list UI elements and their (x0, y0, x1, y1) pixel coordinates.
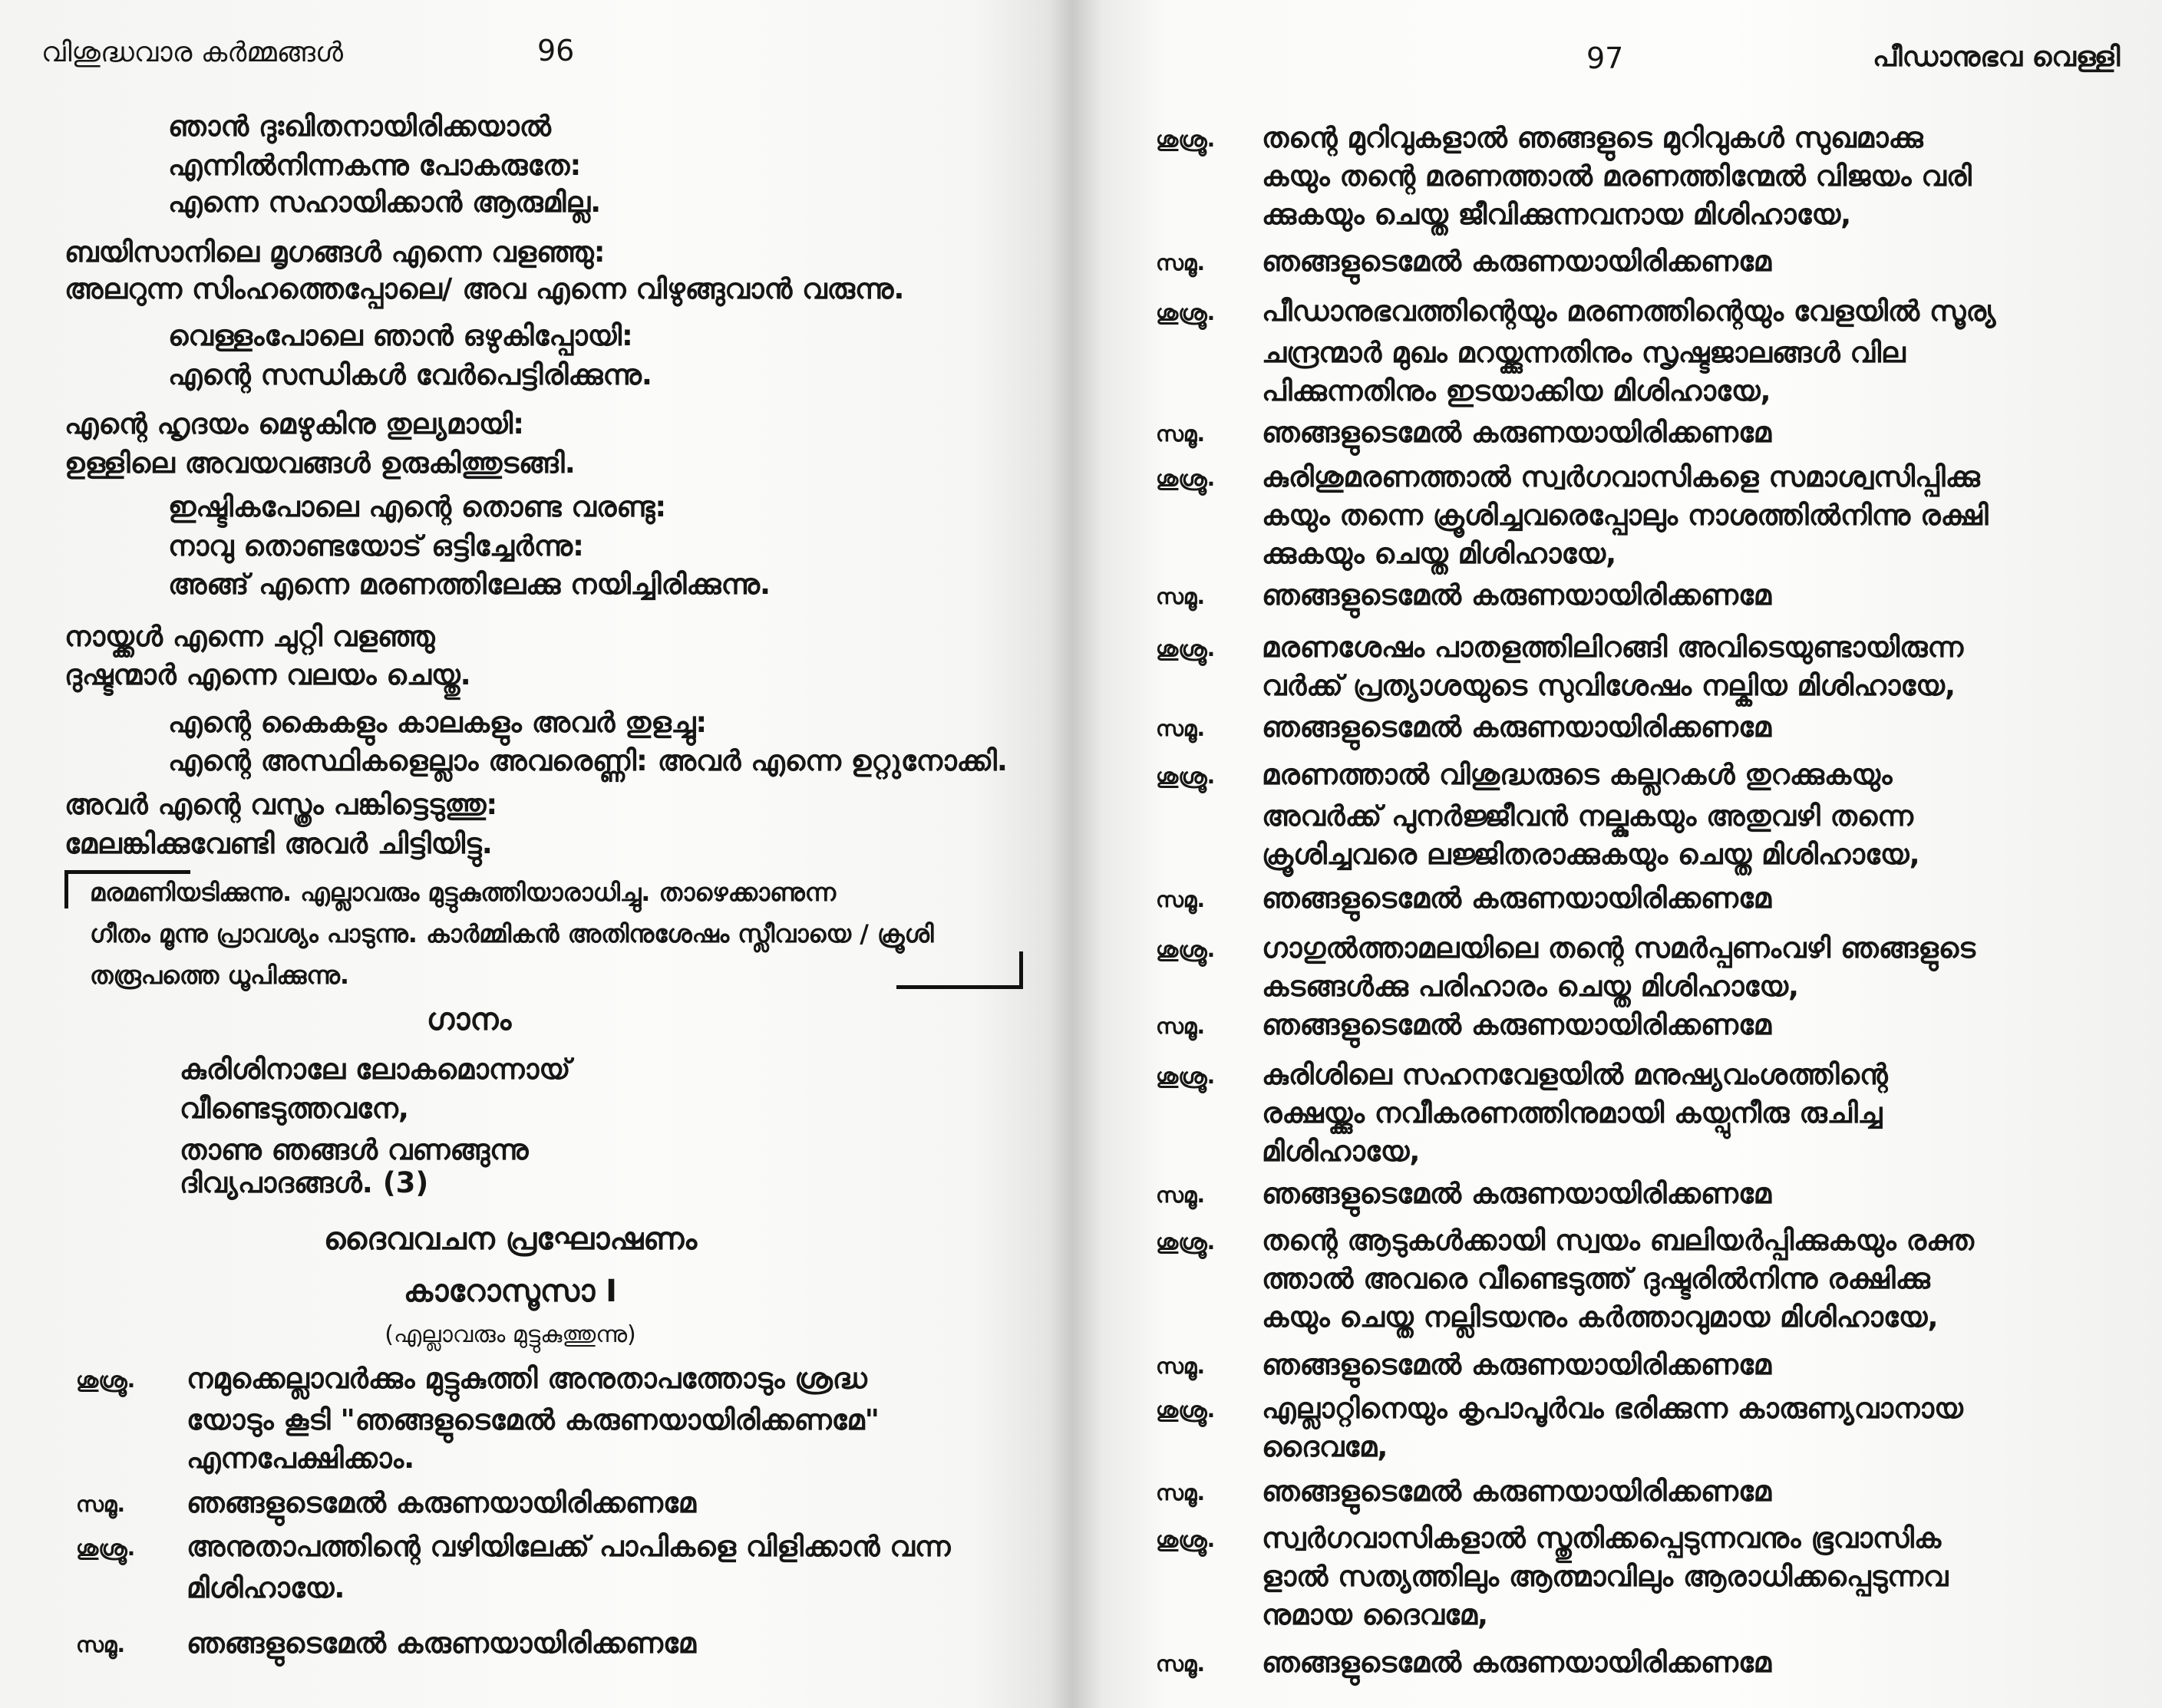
response-line: തന്റെ മുറിവുകളാൽ ഞങ്ങളുടെ മുറിവുകൾ സുഖമാക്കു (1262, 121, 1923, 154)
response-line: സ്വർഗവാസികളാൽ സ്തുതിക്കപ്പെടുന്നവനും ഭൂവാസിക (1262, 1522, 1942, 1555)
speaker-label: സമൂ. (76, 1632, 126, 1657)
response-line: കുരിശിലെ സഹനവേളയിൽ മനുഷ്യവംശത്തിന്റെ (1262, 1058, 1888, 1091)
response-line: ക്കുകയും ചെയ്ത ജീവിക്കുന്നവനായ മിശിഹായേ, (1262, 198, 1852, 231)
response-line: മരണശേഷം പാതളത്തിലിറങ്ങി അവിടെയുണ്ടായിരുന്ന (1262, 631, 1964, 664)
speaker-label: ശുശ്രൂ. (1156, 1063, 1216, 1089)
response-line: ക്കുകയും ചെയ്ത മിശിഹായേ, (1262, 537, 1617, 570)
verse-line: നായ്ക്കൾ എന്നെ ചുറ്റി വളഞ്ഞു (64, 620, 435, 653)
speaker-label: ശുശ്രൂ. (1156, 1527, 1216, 1552)
verse-line: അലറുന്ന സിംഹത്തെപ്പോലെ/ അവ എന്നെ വിഴുങ്ങുവാൻ വരുന്നു. (64, 272, 905, 305)
response-line: ഞങ്ങളുടെമേൽ കരുണയായിരിക്കണമേ (1262, 1475, 1771, 1508)
response-line: ഞങ്ങളുടെമേൽ കരുണയായിരിക്കണമേ (186, 1486, 696, 1519)
verse-line: മേലങ്കിക്കുവേണ്ടി അവർ ചിട്ടിയിട്ടു. (64, 827, 493, 860)
response-line: ഗാഗുൽത്താമലയിലെ തന്റെ സമർപ്പണംവഴി ഞങ്ങളുടെ (1262, 931, 1976, 964)
response-line: ത്താൽ അവരെ വീണ്ടെടുത്ത് ദുഷ്ടരിൽനിന്നു രക്ഷിക്കു (1262, 1262, 1930, 1295)
verse-line: അങ്ങ് എന്നെ മരണത്തിലേക്കു നയിച്ചിരിക്കുന്നു. (168, 568, 771, 601)
verse-line: എന്റെ കൈകളും കാലകളും അവർ തുളച്ചു: (168, 706, 708, 739)
speaker-label: ശുശ്രൂ. (1156, 466, 1216, 491)
speaker-label: സമൂ. (1156, 1182, 1206, 1208)
rubric-line: ഗീതം മൂന്നു പ്രാവശ്യം പാടുന്നു. കാർമ്മികൻ അതിനുശേഷം സ്ലീവായെ / ക്രൂശി (90, 919, 934, 948)
response-line: ഞങ്ങളുടെമേൽ കരുണയായിരിക്കണമേ (1262, 711, 1771, 744)
speaker-label: സമൂ. (1156, 250, 1206, 275)
response-line: കയും ചെയ്ത നല്ലിടയനും കർത്താവുമായ മിശിഹായേ, (1262, 1301, 1939, 1334)
response-line: ക്രൂശിച്ചവരെ ലജ്ജിതരാക്കുകയും ചെയ്ത മിശിഹായേ, (1262, 838, 1920, 871)
response-line: യോടും കൂടി "ഞങ്ങളുടെമേൽ കരുണയായിരിക്കണമേ" (186, 1403, 880, 1436)
response-line: പിക്കുന്നതിനും ഇടയാക്കിയ മിശിഹായേ, (1262, 374, 1771, 407)
speaker-label: ശുശ്രൂ. (1156, 1229, 1216, 1255)
section-heading: ദൈവവചന പ്രഘോഷണം (323, 1222, 698, 1257)
response-line: ഞങ്ങളുടെമേൽ കരുണയായിരിക്കണമേ (1262, 1008, 1771, 1041)
response-line: പീഡാനുഭവത്തിന്റെയും മരണത്തിന്റെയും വേളയിൽ സൂര്യ (1262, 295, 1996, 328)
response-line: ഞങ്ങളുടെമേൽ കരുണയായിരിക്കണമേ (1262, 579, 1771, 612)
response-line: ഞങ്ങളുടെമേൽ കരുണയായിരിക്കണമേ (1262, 882, 1771, 915)
response-line: കയും തന്റെ മരണത്താൽ മരണത്തിന്മേൽ വിജയം വരി (1262, 160, 1972, 193)
response-line: ഞങ്ങളുടെമേൽ കരുണയായിരിക്കണമേ (1262, 1177, 1771, 1210)
verse-line: എന്റെ അസ്ഥികളെല്ലാം അവരെണ്ണി: അവർ എന്നെ ഉറ്റുനോക്കി. (168, 744, 1008, 777)
response-line: കുരിശുമരണത്താൽ സ്വർഗവാസികളെ സമാശ്വസിപ്പിക്കു (1262, 460, 1980, 493)
response-line: മിശിഹായേ. (186, 1571, 345, 1604)
rubric-box-left-bar (64, 870, 68, 908)
song-line: വീണ്ടെടുത്തവനേ, (180, 1092, 409, 1125)
verse-line: ഞാൻ ദുഃഖിതനായിരിക്കയാൽ (168, 110, 551, 143)
speaker-label: ശുശ്രൂ. (76, 1535, 136, 1561)
verse-line: ദുഷ്ടന്മാർ എന്നെ വലയം ചെയ്തു. (64, 658, 471, 691)
verse-line: ഇഷ്ടികപോലെ എന്റെ തൊണ്ട വരണ്ടു: (168, 490, 667, 523)
response-line: അവർക്ക് പുനർജ്ജീവൻ നല്കുകയും അതുവഴി തന്നെ (1262, 800, 1913, 833)
rubric-line: മരമണിയടിക്കുന്നു. എല്ലാവരും മുട്ടുകുത്തിയാരാധിച്ചു. താഴെക്കാണുന്ന (90, 878, 837, 907)
response-line: വർക്ക് പ്രത്യാശയുടെ സുവിശേഷം നല്കിയ മിശിഹായേ, (1262, 669, 1956, 702)
left-running-title: വിശുദ്ധവാര കർമ്മങ്ങൾ (41, 37, 344, 68)
speaker-label: സമൂ. (1156, 421, 1206, 447)
rubric-box-top-bar (64, 870, 190, 874)
response-line: ഞങ്ങളുടെമേൽ കരുണയായിരിക്കണമേ (186, 1627, 696, 1660)
verse-line: വെള്ളംപോലെ ഞാൻ ഒഴുകിപ്പോയി: (168, 319, 633, 352)
karosusa-heading: കാറോസൂസാ I (403, 1274, 618, 1309)
song-line: ദിവ്യപാദങ്ങൾ. (3) (180, 1166, 429, 1199)
right-page-number: 97 (1586, 41, 1624, 75)
response-line: കടങ്ങൾക്കു പരിഹാരം ചെയ്ത മിശിഹായേ, (1262, 970, 1800, 1003)
karosusa-note: (എല്ലാവരും മുട്ടുകുത്തുന്നു) (385, 1321, 636, 1348)
response-line: മിശിഹായേ, (1262, 1135, 1421, 1168)
verse-line: എന്നിൽനിന്നകന്നു പോകരുതേ: (168, 149, 582, 182)
verse-line: അവർ എന്റെ വസ്ത്രം പങ്കിട്ടെടുത്തു: (64, 788, 498, 821)
response-line: മരണത്താൽ വിശുദ്ധരുടെ കല്ലറകൾ തുറക്കുകയും (1262, 758, 1893, 791)
verse-line: എന്റെ ഹൃദയം മെഴുകിനു തുല്യമായി: (64, 407, 525, 440)
response-line: രക്ഷയ്ക്കും നവീകരണത്തിനുമായി കയ്പുനീരു രുചിച്ച (1262, 1096, 1883, 1129)
speaker-label: ശുശ്രൂ. (1156, 937, 1216, 962)
speaker-label: സമൂ. (1156, 716, 1206, 741)
verse-line: എന്നെ സഹായിക്കാൻ ആരുമില്ല. (168, 186, 602, 219)
response-line: തന്റെ ആടുകൾക്കായി സ്വയം ബലിയർപ്പിക്കുകയും രക്ത (1262, 1224, 1975, 1257)
speaker-label: ശുശ്രൂ. (1156, 636, 1216, 661)
speaker-label: സമൂ. (1156, 1014, 1206, 1039)
response-line: എന്നപേക്ഷിക്കാം. (186, 1442, 415, 1475)
verse-line: എന്റെ സന്ധികൾ വേർപെട്ടിരിക്കുന്നു. (168, 358, 652, 391)
speaker-label: ശുശ്രൂ. (76, 1367, 136, 1393)
song-heading: ഗാനം (426, 1002, 512, 1037)
rubric-box-bottom-bar (896, 985, 1022, 989)
verse-line: നാവു തൊണ്ടയോട് ഒട്ടിച്ചേർന്നു: (168, 529, 584, 562)
rubric-line: തരൂപത്തെ ധൂപിക്കുന്നു. (90, 961, 350, 990)
left-page-number: 96 (537, 34, 575, 68)
response-line: നുമായ ദൈവമേ, (1262, 1598, 1489, 1631)
speaker-label: സമൂ. (1156, 584, 1206, 609)
speaker-label: സമൂ. (1156, 1651, 1206, 1677)
speaker-label: ശുശ്രൂ. (1156, 300, 1216, 325)
rubric-box-right-bar (1019, 951, 1023, 989)
right-running-title: പീഡാനുഭവ വെള്ളി (1873, 41, 2121, 73)
speaker-label: ശുശ്രൂ. (1156, 127, 1216, 152)
speaker-label: സമൂ. (1156, 1354, 1206, 1379)
response-line: ദൈവമേ, (1262, 1430, 1388, 1463)
response-line: എല്ലാറ്റിനെയും കൃപാപൂർവം ഭരിക്കുന്ന കാരുണ്യവാനായ (1262, 1392, 1963, 1425)
response-line: ഞങ്ങളുടെമേൽ കരുണയായിരിക്കണമേ (1262, 245, 1771, 278)
response-line: ചന്ദ്രന്മാർ മുഖം മറയ്ക്കുന്നതിനും സൃഷ്ടജാലങ്ങൾ വില (1262, 336, 1906, 369)
speaker-label: ശുശ്രൂ. (1156, 1397, 1216, 1423)
response-line: അനുതാപത്തിന്റെ വഴിയിലേക്ക് പാപികളെ വിളിക്കാൻ വന്ന (186, 1530, 951, 1563)
response-line: കയും തന്നെ ക്രൂശിച്ചവരെപ്പോലും നാശത്തിൽനിന്നു രക്ഷി (1262, 499, 1989, 532)
speaker-label: ശുശ്രൂ. (1156, 763, 1216, 789)
response-line: ഞങ്ങളുടെമേൽ കരുണയായിരിക്കണമേ (1262, 1348, 1771, 1381)
response-line: ളാൽ സത്യത്തിലും ആത്മാവിലും ആരാധിക്കപ്പെടുന്നവ (1262, 1560, 1949, 1593)
song-line: കുരിശിനാലേ ലോകമൊന്നായ് (180, 1053, 571, 1086)
verse-line: ഉള്ളിലെ അവയവങ്ങൾ ഉരുകിത്തുടങ്ങി. (64, 447, 576, 480)
verse-line: ബയിസാനിലെ മൃഗങ്ങൾ എന്നെ വളഞ്ഞു: (64, 236, 606, 269)
speaker-label: സമൂ. (1156, 1480, 1206, 1505)
song-line: താണു ഞങ്ങൾ വണങ്ങുന്നു (180, 1133, 529, 1166)
response-line: ഞങ്ങളുടെമേൽ കരുണയായിരിക്കണമേ (1262, 1646, 1771, 1679)
speaker-label: സമൂ. (1156, 887, 1206, 912)
response-line: ഞങ്ങളുടെമേൽ കരുണയായിരിക്കണമേ (1262, 416, 1771, 449)
speaker-label: സമൂ. (76, 1492, 126, 1517)
response-line: നമുക്കെല്ലാവർക്കും മുട്ടുകുത്തി അനുതാപത്തോടും ശ്രദ്ധ (186, 1362, 867, 1395)
